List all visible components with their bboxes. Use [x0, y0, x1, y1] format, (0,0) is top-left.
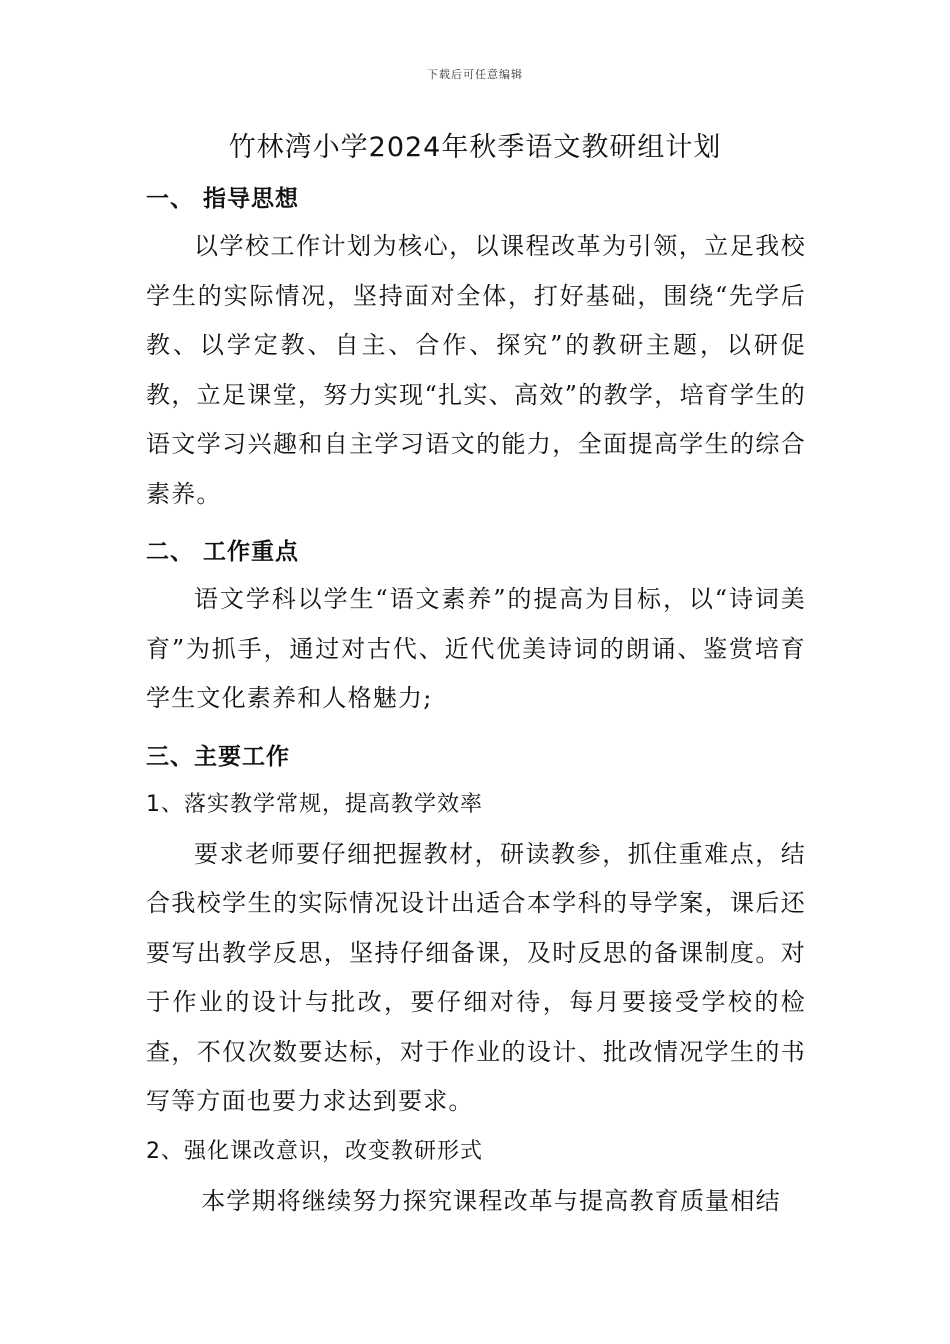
section-heading-focus: 二、 工作重点: [146, 539, 300, 565]
section-paragraph-guiding: 以学校工作计划为核心，以课程改革为引领，立足我校学生的实际情况，坚持面对全体，打好基础，围绕“先学后教、以学定教、自主、合作、探究”的教研主题，以研促教，立足课堂，努力实现“扎实、高效”的教学，培育学生的语文学习兴趣和自主学习语文的能力，全面提高学生的综合素养。: [146, 232, 806, 508]
subheading-item2: 2、强化课改意识，改变教研形式: [146, 1138, 483, 1164]
header-note: 下载后可任意编辑: [427, 68, 523, 81]
section-paragraph-focus: 语文学科以学生“语文素养”的提高为目标，以“诗词美育”为抓手，通过对古代、近代优美诗词的朗诵、鉴赏培育学生文化素养和人格魅力;: [146, 585, 806, 712]
document-title: 竹林湾小学2024年秋季语文教研组计划: [228, 132, 722, 163]
paragraph-item2: 本学期将继续努力探究课程改革与提高教育质量相结: [201, 1186, 781, 1215]
section-heading-main: 三、主要工作: [146, 743, 290, 770]
paragraph-item1: 要求老师要仔细把握教材，研读教参，抓住重难点，结合我校学生的实际情况设计出适合本学科的导学案，课后还要写出教学反思，坚持仔细备课，及时反思的备课制度。对于作业的设计与批改，要仔细对待，每月要接受学校的检查，不仅次数要达标，对于作业的设计、批改情况学生的书写等方面也要力求达到要求。: [146, 839, 806, 1115]
section-heading-guiding: 一、 指导思想: [146, 186, 300, 212]
subheading-item1: 1、落实教学常规，提高教学效率: [146, 791, 483, 817]
document-body: [146, 176, 806, 1226]
